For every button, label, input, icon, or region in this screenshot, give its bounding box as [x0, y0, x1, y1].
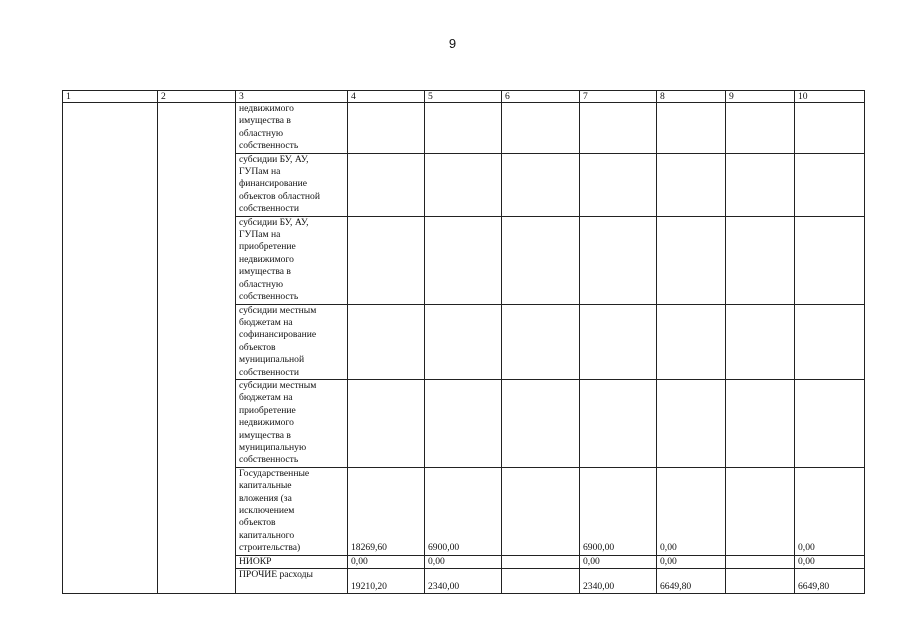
- value-cell: [425, 379, 502, 467]
- value-cell: [348, 379, 425, 467]
- value-cell: [502, 153, 580, 216]
- value-cell: 2340,00: [425, 569, 502, 594]
- row-label: субсидии местным бюджетам на софинансирование объектов муниципальной собственности: [236, 304, 348, 379]
- value-cell: 0,00: [795, 467, 865, 555]
- value-cell: [726, 467, 795, 555]
- value-cell: [657, 103, 726, 154]
- column-header: 9: [726, 91, 795, 103]
- value-cell: 0,00: [580, 555, 657, 568]
- table-header-row: [63, 91, 865, 103]
- column-header: 4: [348, 91, 425, 103]
- value-cell: [795, 304, 865, 379]
- value-cell: [502, 103, 580, 154]
- value-cell: 0,00: [795, 555, 865, 568]
- value-cell: [657, 379, 726, 467]
- value-cell: [425, 216, 502, 304]
- value-cell: [348, 304, 425, 379]
- column-2-cell: [158, 103, 236, 594]
- value-cell: [580, 216, 657, 304]
- value-cell: 0,00: [348, 555, 425, 568]
- value-cell: [580, 304, 657, 379]
- value-cell: 6649,80: [657, 569, 726, 594]
- value-cell: [502, 216, 580, 304]
- value-cell: 0,00: [425, 555, 502, 568]
- value-cell: [795, 153, 865, 216]
- row-label: недвижимого имущества в областную собственность: [236, 103, 348, 154]
- value-cell: [726, 304, 795, 379]
- value-cell: [502, 379, 580, 467]
- column-header: 5: [425, 91, 502, 103]
- value-cell: [348, 216, 425, 304]
- value-cell: [726, 216, 795, 304]
- page-number: 9: [448, 36, 457, 51]
- value-cell: [425, 304, 502, 379]
- value-cell: [502, 467, 580, 555]
- column-header: 2: [158, 91, 236, 103]
- value-cell: [580, 153, 657, 216]
- value-cell: [425, 103, 502, 154]
- value-cell: [726, 555, 795, 568]
- data-table: [62, 90, 865, 594]
- row-label: субсидии местным бюджетам на приобретение недвижимого имущества в муниципальную собственность: [236, 379, 348, 467]
- row-label: субсидии БУ, АУ, ГУПам на финансирование объектов областной собственности: [236, 153, 348, 216]
- column-1-cell: [63, 103, 158, 594]
- column-header: 7: [580, 91, 657, 103]
- value-cell: [580, 379, 657, 467]
- value-cell: [726, 569, 795, 594]
- row-label: НИОКР: [236, 555, 348, 568]
- value-cell: 0,00: [657, 467, 726, 555]
- value-cell: [502, 555, 580, 568]
- row-label: субсидии БУ, АУ, ГУПам на приобретение недвижимого имущества в областную собственность: [236, 216, 348, 304]
- value-cell: 6900,00: [425, 467, 502, 555]
- value-cell: 18269,60: [348, 467, 425, 555]
- table-row: [63, 103, 865, 154]
- value-cell: 6649,80: [795, 569, 865, 594]
- column-header: 6: [502, 91, 580, 103]
- value-cell: [657, 216, 726, 304]
- value-cell: [425, 153, 502, 216]
- column-header: 8: [657, 91, 726, 103]
- row-label: Государственные капитальные вложения (за исключением объектов капитального строительства): [236, 467, 348, 555]
- value-cell: [795, 216, 865, 304]
- column-header: 1: [63, 91, 158, 103]
- row-label: ПРОЧИЕ расходы: [236, 569, 348, 594]
- value-cell: [726, 379, 795, 467]
- column-header: 3: [236, 91, 348, 103]
- value-cell: 19210,20: [348, 569, 425, 594]
- value-cell: [502, 569, 580, 594]
- value-cell: 0,00: [657, 555, 726, 568]
- value-cell: [795, 103, 865, 154]
- value-cell: [795, 379, 865, 467]
- value-cell: 2340,00: [580, 569, 657, 594]
- value-cell: [657, 304, 726, 379]
- value-cell: 6900,00: [580, 467, 657, 555]
- value-cell: [726, 153, 795, 216]
- value-cell: [580, 103, 657, 154]
- value-cell: [502, 304, 580, 379]
- column-header: 10: [795, 91, 865, 103]
- value-cell: [726, 103, 795, 154]
- value-cell: [657, 153, 726, 216]
- value-cell: [348, 103, 425, 154]
- value-cell: [348, 153, 425, 216]
